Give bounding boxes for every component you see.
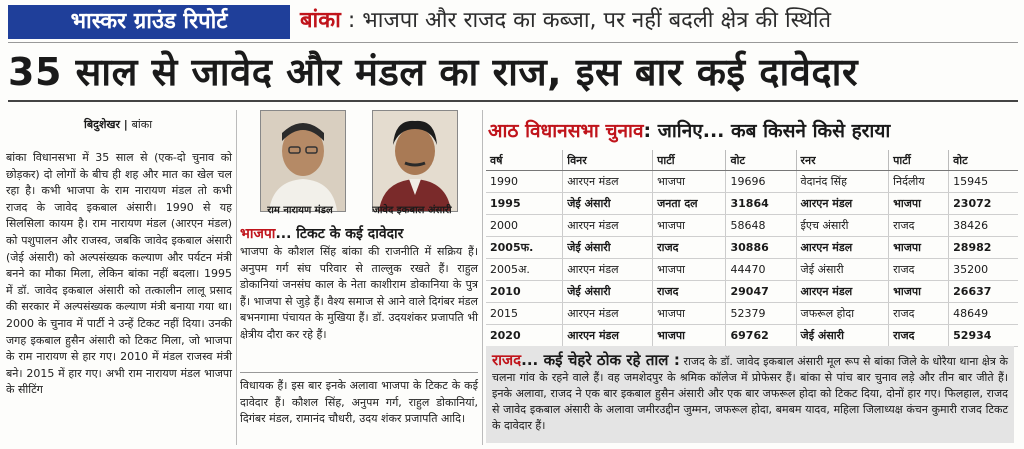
portrait-photo-mandal: [260, 110, 346, 212]
rjd-section: [492, 352, 1008, 434]
divider: [240, 372, 478, 373]
column-header: पार्टी: [889, 150, 949, 171]
portrait-photo-ansari: [372, 110, 458, 212]
column-header: वोट: [949, 150, 1018, 171]
byline-author: बिदुशेखर: [84, 118, 120, 131]
column-header: वोट: [726, 150, 796, 171]
table-cell: आरएन मंडल: [563, 215, 653, 237]
table-cell: 2020: [486, 325, 563, 347]
table-cell: जेई अंसारी: [796, 325, 889, 347]
table-cell: जनता दल: [653, 193, 726, 215]
photo-caption-left: राम नारायण मंडल: [267, 205, 333, 216]
table-cell: वेदानंद सिंह: [796, 171, 889, 193]
table-cell: 58648: [726, 215, 796, 237]
table-cell: भाजपा: [653, 303, 726, 325]
kicker-separator: :: [347, 8, 356, 33]
table-row: [486, 237, 1018, 259]
table-row: [486, 193, 1018, 215]
bjp-party-label: भाजपा: [240, 226, 276, 242]
table-cell: जेई अंसारी: [796, 259, 889, 281]
rjd-body: राजद के डॉ. जावेद इकबाल अंसारी मूल रूप से बांका जिले के धोरैया थाना क्षेत्र के चलना गांव के रहने वाले हैं। वह जमशेदपुर के श्रमिक कॉलेज में प्रोफेसर हैं। बांका से पांच बार चुनाव लड़े और तीन बार जीते हैं। इनके अलावा, राजद ने एक बार इकबाल हुसैन अंसारी और एक बार जफरूल होदा को टिकट दिया, दोनों हार गए। फिलहाल, राजद से जावेद इकबाल अंसारी के अलावा जमीरउद्दीन जुम्मन, जफरूल होदा, बमबम यादव, महिला जिलाध्यक्ष कंचन कुमारी राजद टिकट के दावेदार हैं।: [492, 355, 1008, 432]
table-cell: भाजपा: [889, 193, 949, 215]
headline: 35 साल से जावेद और मंडल का राज, इस बार कई दावेदार: [8, 50, 858, 94]
table-cell: आरएन मंडल: [563, 259, 653, 281]
table-cell: जेई अंसारी: [563, 237, 653, 259]
rjd-heading: [492, 351, 680, 369]
table-row: [486, 281, 1018, 303]
bjp-heading: [240, 224, 403, 243]
photo-caption-right: जावेद इकबाल अंसारी: [372, 205, 452, 216]
results-title: [488, 117, 890, 143]
byline: बिदुशेखर | बांका: [84, 118, 153, 131]
kicker-place: बांका: [300, 8, 341, 33]
table-cell: आरएन मंडल: [796, 281, 889, 303]
bjp-heading-text: ... टिकट के कई दावेदार: [275, 226, 404, 242]
table-cell: आरएन मंडल: [563, 171, 653, 193]
kicker-subtitle: भाजपा और राजद का कब्जा, पर नहीं बदली क्षेत्र की स्थिति: [362, 8, 832, 33]
results-title-rest: : जानिए... कब किसने किसे हराया: [643, 120, 891, 142]
table-cell: 2015: [486, 303, 563, 325]
table-cell: ईएच अंसारी: [796, 215, 889, 237]
brand-banner: भास्कर ग्राउंड रिपोर्ट: [8, 5, 290, 39]
byline-place: बांका: [131, 118, 153, 131]
table-cell: 48649: [949, 303, 1018, 325]
table-cell: 1995: [486, 193, 563, 215]
column-header: पार्टी: [653, 150, 726, 171]
table-cell: आरएन मंडल: [796, 193, 889, 215]
table-row: [486, 303, 1018, 325]
table-cell: 2000: [486, 215, 563, 237]
table-cell: 2005अ.: [486, 259, 563, 281]
table-cell: 30886: [726, 237, 796, 259]
column-header: रनर: [796, 150, 889, 171]
article-body: बांका विधानसभा में 35 साल से (एक-दो चुनाव को छोड़कर) दो लोगों के बीच ही शह और मात का खेल चल रहा है। कभी भाजपा के राम नारायण मंडल तो कभी राजद के जावेद इकबाल अंसारी। 1990 से यह सिलसिला कायम है। राम नारायण मंडल (आरएन मंडल) को पशुपालन और राजस्व, जबकि जावेद इकबाल अंसारी (जेई अंसारी) को अल्पसंख्यक कल्याण और पर्यटन मंत्री बनने का मौका मिला, लेकिन बांका नहीं बदला। 1995 में डॉ. जावेद इकबाल अंसारी को तत्कालीन लालू प्रसाद की सरकार में अल्पसंख्यक कल्याण मंत्री बनाया गया था। 2000 के चुनाव में पार्टी ने उन्हें टिकट नहीं दिया। उनकी जगह इकबाल हुसैन अंसारी को टिकट मिला, जो भाजपा के राम नारायण से हार गए। 2010 में मंडल राजस्व मंत्री बने। 2015 में हार गए। अभी राम नारायण मंडल भाजपा के सीटिंग: [6, 151, 232, 397]
bjp-body: भाजपा के कौशल सिंह बांका की राजनीति में सक्रिय हैं। अनुपम गर्ग संघ परिवार से ताल्लुक रखते हैं। राहुल डोकानियां जनसंघ काल के नेता काशीराम डोकानिया के पुत्र हैं। भाजपा से जुड़े हैं। वैश्य समाज से आने वाले दिगंबर मंडल बभनगामा पंचायत के मुखिया हैं। डॉ. उदयशंकर प्रजापति भी क्षेत्रीय दौरा कर रहे हैं।: [240, 245, 478, 341]
table-cell: राजद: [889, 259, 949, 281]
table-cell: 23072: [949, 193, 1018, 215]
results-title-red: आठ विधानसभा चुनाव: [488, 120, 644, 142]
table-cell: 1990: [486, 171, 563, 193]
table-cell: राजद: [653, 281, 726, 303]
table-cell: जफरूल होदा: [796, 303, 889, 325]
table-cell: 35200: [949, 259, 1018, 281]
table-cell: 28982: [949, 237, 1018, 259]
column-header: वर्ष: [486, 150, 563, 171]
table-cell: 52934: [949, 325, 1018, 347]
table-cell: 31864: [726, 193, 796, 215]
table-cell: जेई अंसारी: [563, 193, 653, 215]
table-cell: राजद: [889, 303, 949, 325]
table-cell: 52379: [726, 303, 796, 325]
table-cell: राजद: [889, 325, 949, 347]
column-header: विनर: [563, 150, 653, 171]
table-cell: निर्दलीय: [889, 171, 949, 193]
table-row: [486, 215, 1018, 237]
table-cell: भाजपा: [653, 215, 726, 237]
table-cell: 2005फ.: [486, 237, 563, 259]
table-cell: भाजपा: [889, 237, 949, 259]
table-cell: 15945: [949, 171, 1018, 193]
table-cell: भाजपा: [653, 325, 726, 347]
table-cell: भाजपा: [889, 281, 949, 303]
divider: [8, 100, 1018, 102]
table-header-row: [486, 150, 1018, 171]
table-cell: 44470: [726, 259, 796, 281]
table-cell: 19696: [726, 171, 796, 193]
table-cell: 38426: [949, 215, 1018, 237]
table-cell: 26637: [949, 281, 1018, 303]
kicker-line: [300, 6, 831, 36]
table-cell: राजद: [653, 237, 726, 259]
table-cell: भाजपा: [653, 259, 726, 281]
table-cell: भाजपा: [653, 171, 726, 193]
table-row: [486, 171, 1018, 193]
table-row: [486, 259, 1018, 281]
article-continuation: विधायक हैं। इस बार इनके अलावा भाजपा के टिकट के कई दावेदार हैं। कौशल सिंह, अनुपम गर्ग, राहुल डोकानियां, दिगंबर मंडल, रामानंद चौधरी, उदय शंकर प्रजापति आदि।: [240, 379, 478, 426]
table-cell: आरएन मंडल: [796, 237, 889, 259]
table-cell: 69762: [726, 325, 796, 347]
rjd-party-label: राजद: [492, 351, 522, 369]
table-cell: 2010: [486, 281, 563, 303]
table-cell: आरएन मंडल: [563, 325, 653, 347]
table-cell: 29047: [726, 281, 796, 303]
divider: [8, 42, 1018, 43]
table-cell: आरएन मंडल: [563, 303, 653, 325]
column-divider: [482, 110, 483, 445]
table-row: [486, 325, 1018, 347]
results-table: [486, 150, 1018, 347]
rjd-heading-text: ... कई चेहरे ठोक रहे ताल :: [521, 351, 680, 369]
column-divider: [236, 110, 237, 445]
table-cell: जेई अंसारी: [563, 281, 653, 303]
table-cell: राजद: [889, 215, 949, 237]
